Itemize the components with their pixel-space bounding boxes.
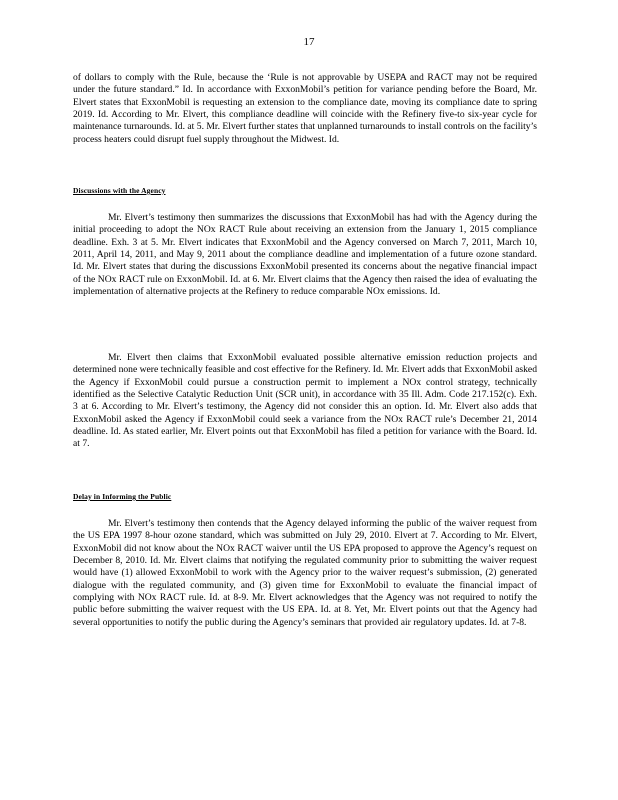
section-heading-discussions: Discussions with the Agency (73, 186, 166, 195)
paragraph-text: Mr. Elvert’s testimony then summarizes the discussions that ExxonMobil has had with the Agency during the initial proceeding to adopt the NOx RACT Rule about receiving an extension from the January 1, 2015 compliance deadline. Exh. 3 at 5. Mr. Elvert indicates that ExxonMobil and the Agency conversed on March 7, 2011, March 10, 2011, April 14, 2011, and May 9, 2011 about the compliance deadline and implementation of a future ozone standard. Id. Mr. Elvert states that during the discussions ExxonMobil presented its concerns about the negative financial impact of the NOx RACT rule on ExxonMobil. Id. at 6. Mr. Elvert claims that the Agency then raised the idea of evaluating the implementation of alternative projects at the Refinery to reduce comparable NOx emissions. Id. (73, 212, 537, 298)
paragraph-3 (73, 518, 537, 629)
paragraph-2 (73, 352, 537, 451)
paragraph-text: Mr. Elvert’s testimony then contends that the Agency delayed informing the public of the waiver request from the US EPA 1997 8-hour ozone standard, which was submitted on July 29, 2010. Elvert at 7. According to Mr. Elvert, ExxonMobil did not know about the NOx RACT waiver until the US EPA proposed to approve the Agency’s request on December 8, 2010. Id. Mr. Elvert claims that notifying the regulated community prior to submitting the waiver request would have (1) allowed ExxonMobil to work with the Agency prior to the waiver request’s submission, (2) generated dialogue with the regulated community, and (3) given time for ExxonMobil to evaluate the financial impact of complying with NOx RACT rule. Id. at 8-9. Mr. Elvert acknowledges that the Agency was not required to notify the public before submitting the waiver request with the US EPA. Id. at 8. Yet, Mr. Elvert points out that the Agency had several opportunities to notify the public during the Agency’s seminars that provided air regulatory updates. Id. at 7-8. (73, 518, 537, 628)
page-number: 17 (303, 36, 315, 48)
paragraph-0 (73, 72, 537, 146)
section-heading-delay: Delay in Informing the Public (73, 492, 172, 501)
paragraph-1 (73, 212, 537, 298)
paragraph-text: of dollars to comply with the Rule, because the ‘Rule is not approvable by USEPA and RACT may not be required under the future standard.” Id. In accordance with ExxonMobil’s petition for variance pending before the Board, Mr. Elvert states that ExxonMobil is requesting an extension to the compliance date, moving its compliance date to spring 2019. Id. According to Mr. Elvert, this compliance deadline will coincide with the Refinery five-to six-year cycle for maintenance turnarounds. Id. at 5. Mr. Elvert further states that unplanned turnarounds to install controls on the facility’s process heaters could disrupt fuel supply throughout the Midwest. Id. (73, 72, 537, 145)
paragraph-text: Mr. Elvert then claims that ExxonMobil evaluated possible alternative emission reduction projects and determined none were technically feasible and cost effective for the Refinery. Id. Mr. Elvert adds that ExxonMobil asked the Agency if ExxonMobil could pursue a construction permit to implement a NOx control strategy, technically identified as the Selective Catalytic Reduction Unit (SCR unit), in accordance with 35 Ill. Adm. Code 217.152(c). Exh. 3 at 6. According to Mr. Elvert’s testimony, the Agency did not consider this an option. Id. Mr. Elvert also adds that ExxonMobil asked the Agency if ExxonMobil could seek a variance from the NOx RACT rule’s December 21, 2014 deadline. Id. As stated earlier, Mr. Elvert points out that ExxonMobil has filed a petition for variance with the Board. Id. at 7. (73, 352, 537, 450)
